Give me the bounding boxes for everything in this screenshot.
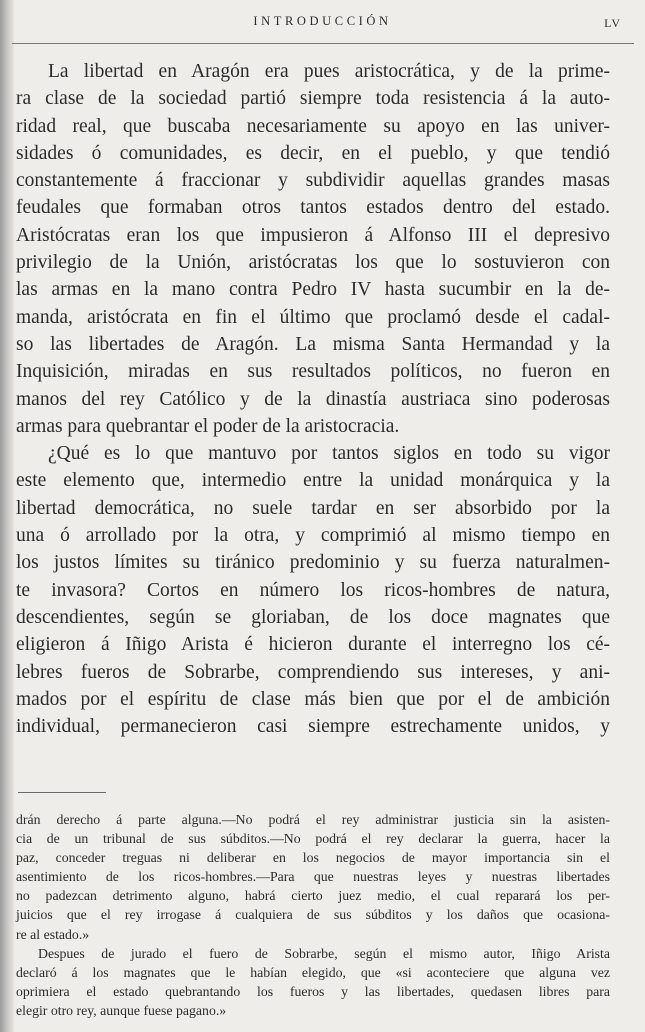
text-line: descendientes, según se gloriaban, de los doce magnates que [16,606,610,628]
text-line: manos del rey Católico y de la dinastía austriaca sino poderosas [16,388,610,410]
footnote-line: oprimiera el estado quebrantando los fueros y las libertades, quedasen libres para [16,983,610,999]
book-spine-shadow [0,0,14,1032]
text-line: te invasora? Cortos en número los ricos-hombres de natura, [16,579,610,601]
footnote-line: cia de un tribunal de sus súbditos.—No podrá el rey declarar la guerra, hacer la [16,831,610,847]
text-line: feudales que formaban otros tantos estados dentro del estado. [16,197,610,219]
running-title: INTRODUCCIÓN [253,14,392,28]
text-line: ra clase de la sociedad partió siempre toda resistencia á la auto- [16,88,610,110]
text-line: sidades ó comunidades, es decir, en el pueblo, y que tendió [16,142,610,164]
text-line: mados por el espíritu de clase más bien que por el de ambición [16,688,610,710]
text-line: una ó arrollado por la otra, y comprimió al mismo tiempo en [16,525,610,547]
header-rule [12,43,634,44]
text-line: ridad real, que buscaba necesariamente su apoyo en las univer- [16,115,610,137]
text-line: so las libertades de Aragón. La misma Santa Hermandad y la [16,333,610,355]
text-line: los justos límites su tiránico predominio y su fuerza naturalmen- [16,552,610,574]
text-line: manda, aristócrata en fin el último que proclamó desde el cadal- [16,306,610,328]
text-line: armas para quebrantar el poder de la aristocracia. [16,415,400,437]
footnote-line: paz, conceder treguas ni deliberar en los negocios de mayor importancia sin el [16,850,610,866]
footnote-line: Despues de jurado el fuero de Sobrarbe, según el mismo autor, Iñigo Arista [38,945,610,961]
text-line: Aristócratas eran los que impusieron á Alfonso III el depresivo [16,224,610,246]
footnote-line: re al estado.» [16,926,90,942]
footnote-line: no padezcan detrimento alguno, habrá cierto juez medio, el cual reparará los per- [16,888,610,904]
footnote-rule [18,792,106,793]
text-line: privilegio de la Unión, aristócratas los que lo sostuvieron con [16,252,610,274]
text-line: Inquisición, miradas en sus resultados políticos, no fueron en [16,361,610,383]
text-line: individual, permanecieron casi siempre estrechamente unidos, y [16,716,610,738]
footnote [16,810,610,1020]
text-line: libertad democrática, no suele tardar en ser absorbido por la [16,497,610,519]
footnote-line: asentimiento de los ricos-hombres.—Para que nuestras leyes y nuestras libertades [16,869,610,885]
footnote-line: elegir otro rey, aunque fuese pagano.» [16,1002,227,1018]
page-number: LV [604,16,621,30]
text-line: constantemente á fraccionar y subdividir aquellas grandes masas [16,170,610,192]
main-text [16,58,610,740]
text-line: lebres fueros de Sobrarbe, comprendiendo sus intereses, y ani- [16,661,610,683]
text-line: eligieron á Iñigo Arista é hicieron durante el interregno los cé- [16,634,610,656]
text-line: La libertad en Aragón era pues aristocrática, y de la prime- [48,61,610,82]
footnote-line: drán derecho á parte alguna.—No podrá el rey administrar justicia sin la asisten- [16,812,610,827]
text-line: las armas en la mano contra Pedro IV hasta sucumbir en la de- [16,279,610,301]
footnote-line: juicios que el rey irrogase á cualquiera de sus súbditos y los daños que ocasiona- [16,907,610,923]
footnote-line: declaró á los magnates que le habían elegido, que «si aconteciere que alguna vez [16,964,610,980]
text-line: este elemento que, intermedio entre la unidad monárquica y la [16,470,610,492]
text-line: ¿Qué es lo que mantuvo por tantos siglos en todo su vigor [48,443,610,465]
